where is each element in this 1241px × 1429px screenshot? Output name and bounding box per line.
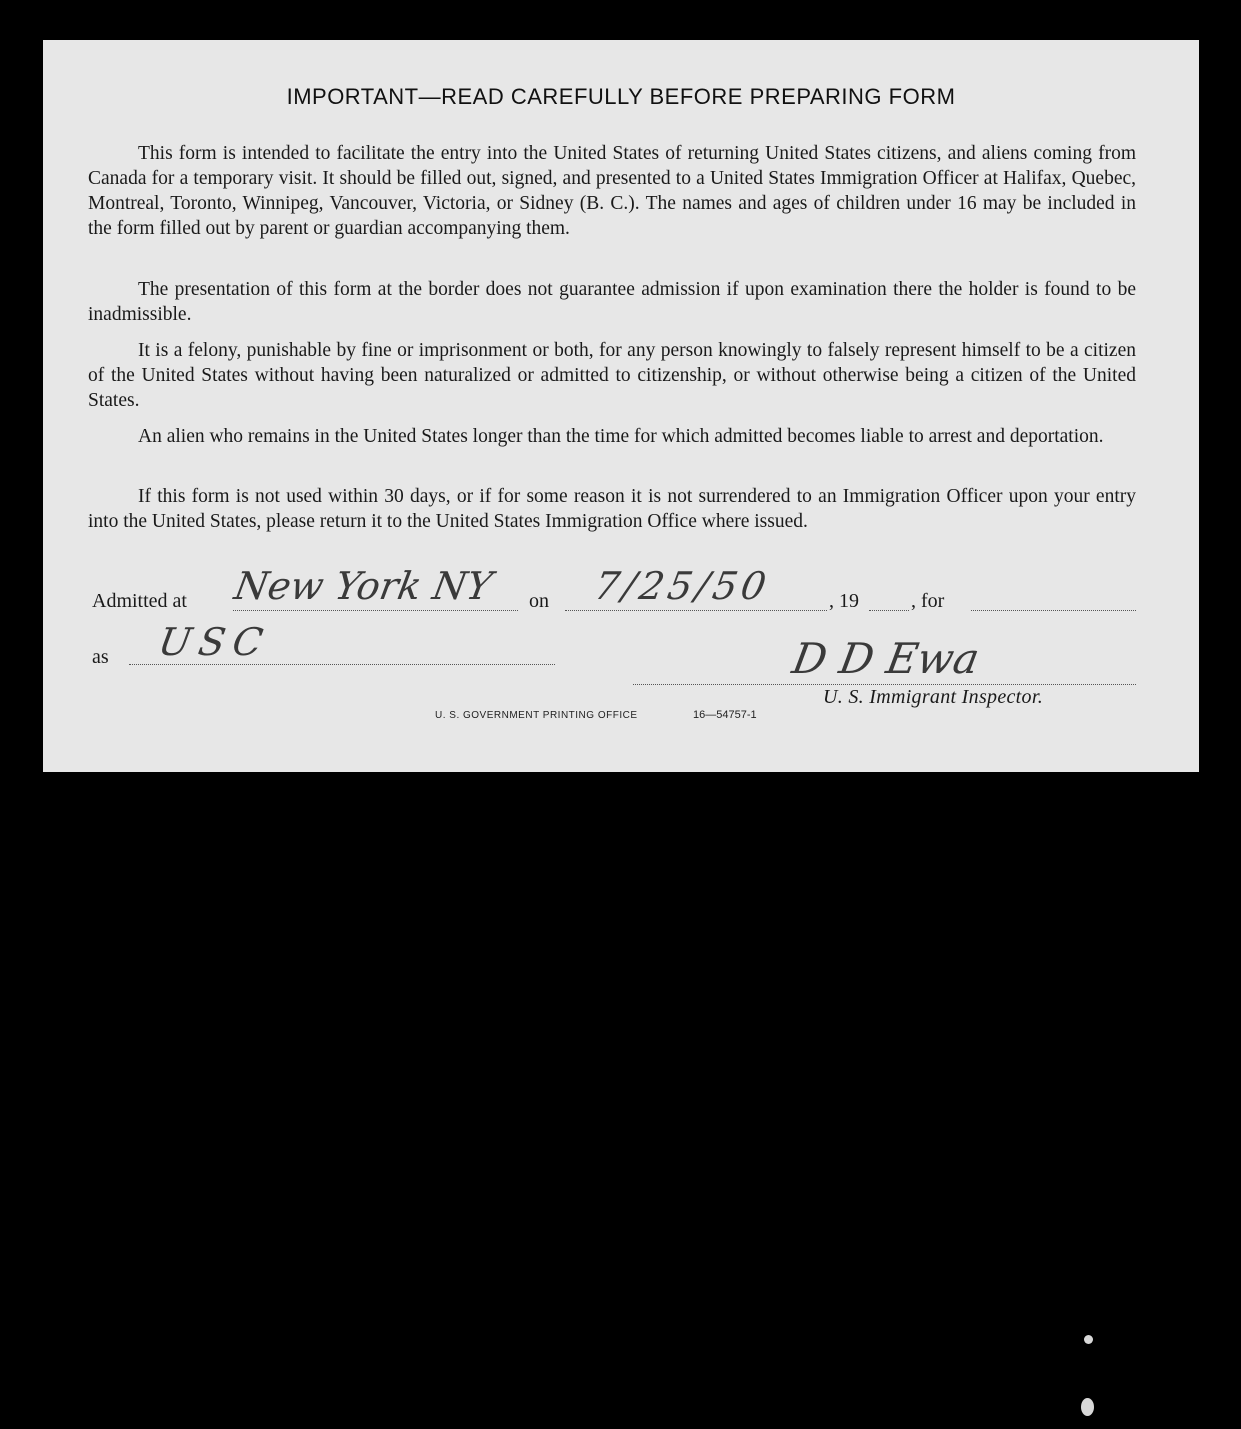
as-label: as — [92, 646, 109, 668]
form-heading: IMPORTANT—READ CAREFULLY BEFORE PREPARING FORM — [286, 84, 956, 109]
admitted-at-label: Admitted at — [92, 590, 187, 612]
for-line — [971, 610, 1136, 611]
instruction-paragraph: If this form is not used within 30 days, or if for some reason it is not surrendered to an Immigration Officer upon your entry into the United States, please return it to the United States Immigration Office where issued. — [88, 486, 1136, 532]
signature-line — [633, 684, 1136, 685]
instruction-paragraph: This form is intended to facilitate the entry into the United States of returning United States citizens, and aliens coming from Canada for a temporary visit. It should be filled out, signed, and presented to a United States Immigration Officer at Halifax, Quebec, Montreal, Toronto, Winnipeg, Vancouver, Victoria, or Sidney (B. C.). The names and ages of children under 16 may be included in the form filled out by parent or guardian accompanying them. — [88, 143, 1136, 239]
instruction-paragraph: An alien who remains in the United States longer than the time for which admitted becomes liable to arrest and deportation. — [138, 426, 1104, 447]
date-value: 7/25/50 — [591, 564, 774, 608]
as-line — [129, 664, 555, 665]
admitted-at-line — [233, 610, 518, 611]
instruction-paragraph: It is a felony, punishable by fine or imprisonment or both, for any person knowingly to falsely represent himself to be a citizen of the United States without having been naturalized or admitted to citizenship, or without otherwise being a citizen of the United States. — [88, 340, 1136, 411]
year-label: , 19 — [829, 590, 859, 612]
admitted-at-value: New York NY — [231, 564, 496, 608]
scan-speck — [1081, 1398, 1094, 1416]
printer-imprint: U. S. GOVERNMENT PRINTING OFFICE — [435, 710, 638, 721]
date-line — [565, 610, 827, 611]
as-value: USC — [155, 620, 275, 664]
year-line — [869, 610, 909, 611]
on-label: on — [529, 590, 549, 612]
inspector-title: U. S. Immigrant Inspector. — [823, 686, 1044, 708]
inspector-signature: D D Ewa — [788, 634, 984, 683]
immigration-form-card — [43, 40, 1199, 772]
scan-speck — [1084, 1335, 1093, 1344]
form-number: 16—54757-1 — [693, 709, 757, 721]
instruction-paragraph: The presentation of this form at the border does not guarantee admission if upon examination there the holder is found to be inadmissible. — [88, 279, 1136, 325]
for-label: , for — [911, 590, 945, 612]
